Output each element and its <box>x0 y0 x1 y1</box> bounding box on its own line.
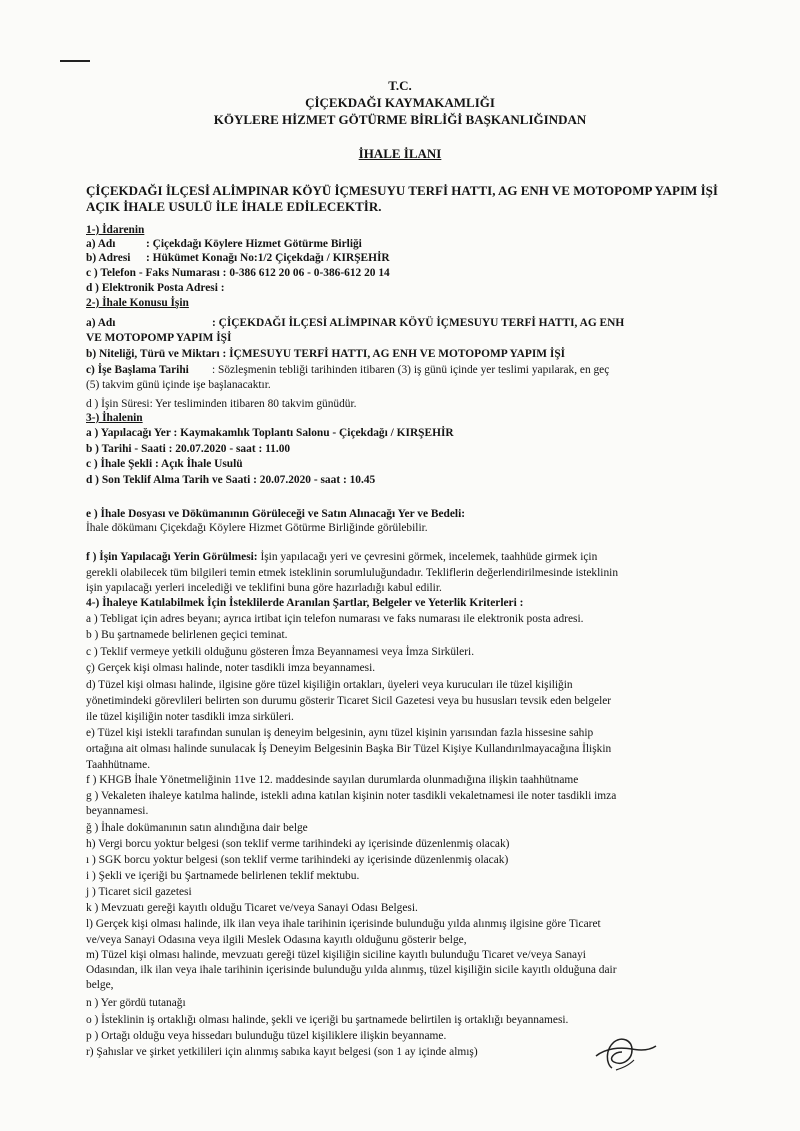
s1-b: b) Adresi : Hükümet Konağı No:1/2 Çiçekdağı / KIRŞEHİR <box>86 252 390 264</box>
s4-line: c ) Teklif vermeye yetkili olduğunu gösteren İmza Beyannamesi veya İmza Sirküleri. <box>86 646 475 658</box>
s3-heading: 3-) İhalenin <box>86 412 143 424</box>
s4-line: ç) Gerçek kişi olması halinde, noter tasdikli imza beyannamesi. <box>86 662 376 674</box>
s4-line: beyannamesi. <box>86 805 149 817</box>
s4-line: i ) Şekli ve içeriği bu Şartnamede belirlenen teklif mektubu. <box>86 870 360 882</box>
s4-line: Taahhütname. <box>86 759 151 771</box>
s3-c: c ) İhale Şekli : Açık İhale Usulü <box>86 458 243 470</box>
scan-mark <box>60 60 90 62</box>
s3-d: d ) Son Teklif Alma Tarih ve Saati : 20.07.2020 - saat : 10.45 <box>86 474 376 486</box>
s4-line: ğ ) İhale dokümanının satın alındığına dair belge <box>86 822 308 834</box>
s4-line: ile tüzel kişiliğin noter tasdikli imza sirküleri. <box>86 711 294 723</box>
s4-line: o ) İsteklinin iş ortaklığı olması halinde, şekli ve içeriği bu şartnamede belirtilen iş ortaklığı beyannamesi. <box>86 1014 569 1026</box>
s1-d: d ) Elektronik Posta Adresi : <box>86 282 225 294</box>
s4-line: g ) Vekaleten ihaleye katılma halinde, istekli adına katılan kişinin noter tasdikli vekaletnamesi ile noter tasdikli imza <box>86 790 617 802</box>
s4-line: Odasından, ilk ilan veya ihale tarihinin içerisinde bulunduğu yılda alınmış, tüzel kişiliğin sicile kayıtlı olduğuna dair <box>86 964 617 976</box>
s4-heading: 4-) İhaleye Katılabilmek İçin İsteklilerde Aranılan Şartlar, Belgeler ve Yeterlik Kriterleri : <box>86 597 524 609</box>
s3-a: a ) Yapılacağı Yer : Kaymakamlık Toplantı Salonu - Çiçekdağı / KIRŞEHİR <box>86 427 454 439</box>
notice-title: İHALE İLANI <box>358 146 442 161</box>
s2-heading: 2-) İhale Konusu İşin <box>86 297 189 309</box>
f-line-1: f ) İşin Yapılacağı Yerin Görülmesi: İşin yapılacağı yeri ve çevresini görmek, incelemek, taahhüde girmek için <box>86 551 598 563</box>
s4-line: b ) Bu şartnamede belirlenen geçici teminat. <box>86 629 288 641</box>
s1-c: c ) Telefon - Faks Numarası : 0-386 612 20 06 - 0-386-612 20 14 <box>86 267 390 279</box>
s4-line: l) Gerçek kişi olması halinde, ilk ilan veya ihale tarihinin içerisinde bulunduğu yılda alınmış ilgisine göre Ticaret <box>86 918 601 930</box>
s2-d: d ) İşin Süresi: Yer tesliminden itibaren 80 takvim günüdür. <box>86 398 357 410</box>
s4-line: yönetimindeki görevlileri belirten son durumu gösterir Ticaret Sicil Gazetesi veya bu hususları tevsik eden belgeler <box>86 695 612 707</box>
s2-b: b) Niteliği, Türü ve Miktarı : İÇMESUYU TERFİ HATTI, AG ENH VE MOTOPOMP YAPIM İŞİ <box>86 348 566 360</box>
signature <box>588 1030 658 1075</box>
s4-line: k ) Mevzuatı gereği kayıtlı olduğu Ticaret ve/veya Sanayi Odası Belgesi. <box>86 902 418 914</box>
s3-b: b ) Tarihi - Saati : 20.07.2020 - saat : 11.00 <box>86 443 291 455</box>
s4-line: belge, <box>86 979 114 991</box>
s4-line: d) Tüzel kişi olması halinde, ilgisine göre tüzel kişiliğin ortakları, üyeleri veya kurucuları ile tüzel kişiliğin <box>86 679 573 691</box>
s4-line: ve/veya Sanayi Odasına veya ilgili Meslek Odasına kayıtlı olduğunu gösterir belge, <box>86 934 467 946</box>
s4-line: f ) KHGB İhale Yönetmeliğinin 11ve 12. maddesinde sayılan durumlarda olunmadığına ilişkin taahhütname <box>86 774 579 786</box>
s4-line: ı ) SGK borcu yoktur belgesi (son teklif verme tarihindeki ay içerisinde düzenlenmiş olacak) <box>86 854 509 866</box>
s2-a: a) Adı : ÇİÇEKDAĞI İLÇESİ ALİMPINAR KÖYÜ İÇMESUYU TERFİ HATTI, AG ENH <box>86 317 625 329</box>
s4-line: p ) Ortağı olduğu veya hissedarı bulunduğu tüzel kişiliklere ilişkin beyanname. <box>86 1030 447 1042</box>
e-text: İhale dökümanı Çiçekdağı Köylere Hizmet Götürme Birliğinde görülebilir. <box>86 522 428 534</box>
s4-line: n ) Yer gördü tutanağı <box>86 997 186 1009</box>
header-district: ÇİÇEKDAĞI KAYMAKAMLIĞI <box>305 95 495 110</box>
s4-line: e) Tüzel kişi istekli tarafından sunulan iş deneyim belgesinin, aynı tüzel kişinin yarısından fazla hissesine sahip <box>86 727 594 739</box>
s4-line: a ) Tebligat için adres beyanı; ayrıca irtibat için telefon numarası ve faks numarası ile elektronik posta adresi. <box>86 613 584 625</box>
s2-c: c) İşe Başlama Tarihi : Sözleşmenin tebliği tarihinden itibaren (3) iş günü içinde yer teslimi yapılarak, en geç <box>86 364 610 376</box>
header-office: KÖYLERE HİZMET GÖTÜRME BİRLİĞİ BAŞKANLIĞINDAN <box>213 112 587 127</box>
s4-line: r) Şahıslar ve şirket yetkilileri için alınmış sabıka kayıt belgesi (son 1 ay içinde almış) <box>86 1046 478 1058</box>
main-title: ÇİÇEKDAĞI İLÇESİ ALİMPINAR KÖYÜ İÇMESUYU TERFİ HATTI, AG ENH VE MOTOPOMP YAPIM İŞİ AÇIK İHALE USULÜ İLE İHALE EDİLECEKTİR. <box>86 183 718 214</box>
header-tc: T.C. <box>388 78 412 93</box>
f-line-2: gerekli olabilecek tüm bilgileri temin etmek isteklinin sorumluluğundadır. Tekliflerin değerlendirilmesinde isteklinin <box>86 567 619 579</box>
s4-line: h) Vergi borcu yoktur belgesi (son teklif verme tarihindeki ay içerisinde düzenlenmiş olacak) <box>86 838 510 850</box>
s1-heading: 1-) İdarenin <box>86 224 145 236</box>
s4-line: m) Tüzel kişi olması halinde, mevzuatı gereği tüzel kişiliğin siciline kayıtlı bulunduğu Ticaret ve/veya Sanayi <box>86 949 586 961</box>
s1-a: a) Adı : Çiçekdağı Köylere Hizmet Götürme Birliği <box>86 238 362 250</box>
s2-a-cont: VE MOTOPOMP YAPIM İŞİ <box>86 332 232 344</box>
e-heading: e ) İhale Dosyası ve Dökümanının Görüleceği ve Satın Alınacağı Yer ve Bedeli: <box>86 508 466 520</box>
f-line-3: işin yapılacağı yerleri incelediği ve teklifini buna göre hazırladığı kabul edilir. <box>86 582 442 594</box>
s2-c-cont: (5) takvim günü içinde işe başlanacaktır. <box>86 379 271 391</box>
s4-line: j ) Ticaret sicil gazetesi <box>86 886 192 898</box>
s4-line: ortağına ait olması halinde sunulacak İş Deneyim Belgesinin Başka Bir Tüzel Kişiye Kullandırılmayacağına İlişkin <box>86 743 612 755</box>
